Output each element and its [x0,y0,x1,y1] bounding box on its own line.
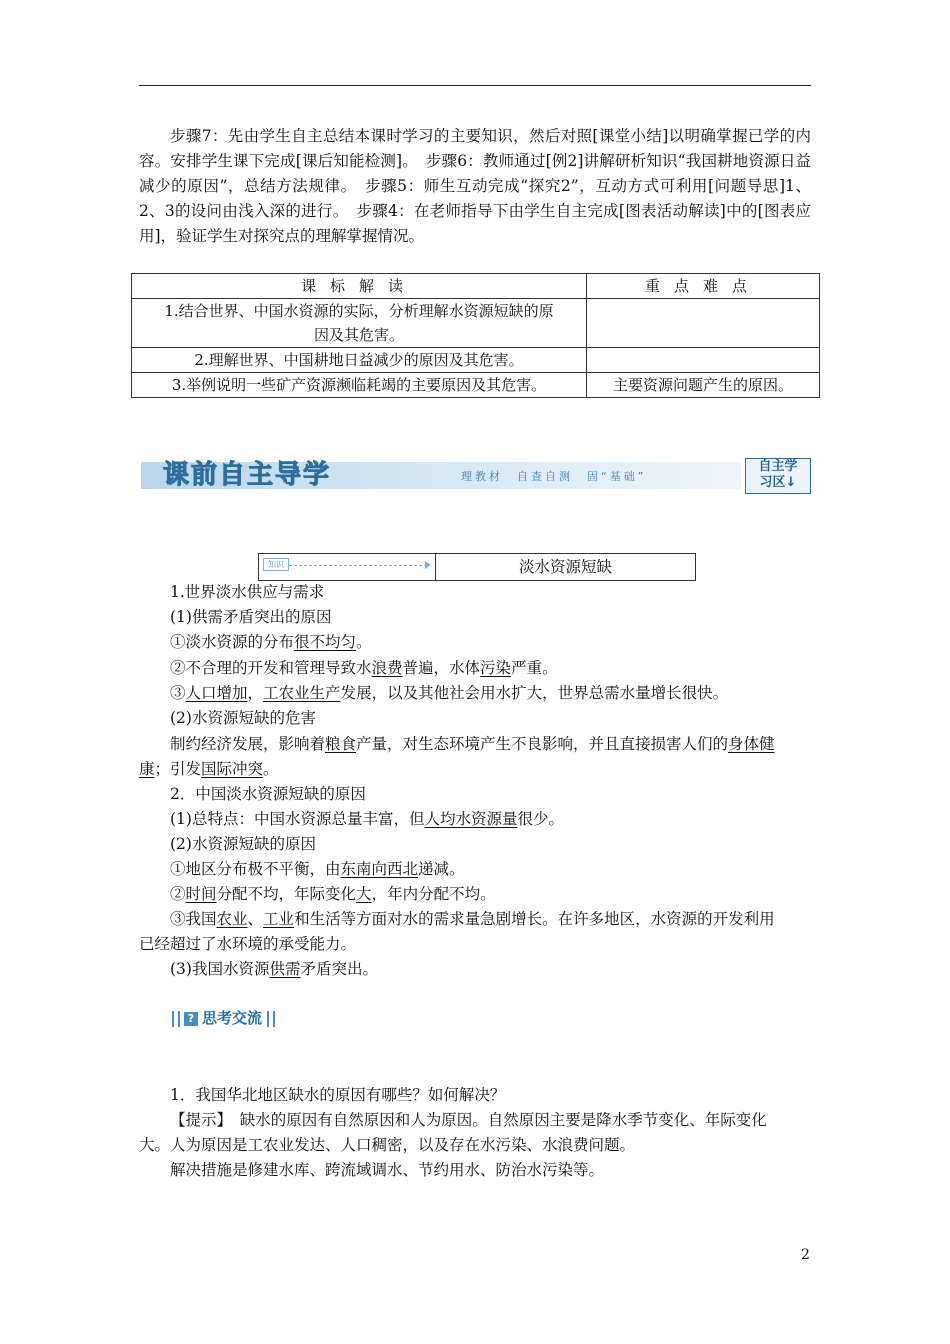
section-banner [141,456,811,496]
bar-icon [267,1011,275,1027]
heading-1: 1.世界淡水供应与需求 [170,583,325,601]
self-study-badge: 自主学 习区↓ [745,458,811,494]
danger-line-1: 制约经济发展，影响着粮食产量，对生态环境产生不良影响，并且直接损害人们的身体健 [170,735,775,753]
question-1: 1．我国华北地区缺水的原因有哪些？如何解决？ [170,1086,506,1104]
table-row [132,373,820,398]
bar-icon [172,1011,180,1027]
row3-keypoint: 主要资源问题产生的原因。 [587,373,820,398]
hint-line-1: 【提示】 缺水的原因有自然原因和人为原因。自然原因主要是降水季节变化、年际变化 [170,1111,767,1129]
banner-subtitle: 理教材 自查自测 固“基础” [461,470,647,483]
heading-1-2: (2)水资源短缺的危害 [170,709,316,727]
header-curriculum: 课标解读 [132,274,587,299]
solution-line: 解决措施是修建水库、跨流域调水、节约用水、防治水污染等。 [170,1161,605,1179]
header-rule [139,85,811,86]
cause-1: ①地区分布极不平衡，由东南向西北递减。 [170,860,465,878]
cause-3-cont: 已经超过了水环境的承受能力。 [139,935,357,953]
banner-title: 课前自主导学 [163,460,332,490]
table-row [132,348,820,373]
cause-3: ③我国农业、工业和生活等方面对水的需求量急剧增长。在许多地区，水资源的开发利用 [170,910,775,928]
intro-paragraph: 步骤7：先由学生自主总结本课时学习的主要知识，然后对照[课堂小结]以明确掌握已学的内容。安排学生课下完成[课后知能检测]。 步骤6：教师通过[例2]讲解研析知识“我国耕地资源日益减少的原因”，总结方法规律。 步骤5：师生互动完成“探究2”，互动方式可利用[问题导思]1、2、3的设问由浅入深的进行。 步骤4：在老师指导下由学生自主完成[图表活动解读]中的[图表应用]，验证学生对探究点的理解掌握情况。 [139,127,811,245]
danger-line-2: 康；引发国际冲突。 [139,760,279,778]
header-keypoints: 重点难点 [587,274,820,299]
knowledge-title: 淡水资源短缺 [518,558,612,576]
curriculum-table [131,273,820,398]
question-icon: ? [184,1012,198,1026]
think-exchange-label: ? 思考交流 [172,1007,275,1029]
knowledge-tag [259,554,436,580]
item-1: ①淡水资源的分布很不均匀。 [170,633,372,651]
arrow-head-icon [425,561,431,569]
table-header-row [132,274,820,299]
knowledge-chip: 知识 [263,558,289,571]
table-row [132,299,820,348]
heading-1-1: (1)供需矛盾突出的原因 [170,608,332,626]
row3-text: 3.举例说明一些矿产资源濒临耗竭的主要原因及其危害。 [132,373,587,398]
arrow-line-icon [289,565,427,566]
row1-line-a: 1.结合世界、中国水资源的实际，分析理解水资源短缺的原 [164,302,554,320]
heading-2-3: (3)我国水资源供需矛盾突出。 [170,960,378,978]
heading-2: 2．中国淡水资源短缺的原因 [170,785,366,803]
row2-text: 2.理解世界、中国耕地日益减少的原因及其危害。 [132,348,587,373]
knowledge-point-box [258,553,696,581]
item-2: ②不合理的开发和管理导致水浪费普遍，水体污染严重。 [170,659,558,677]
hint-line-2: 大。人为原因是工农业发达、人口稠密，以及存在水污染、水浪费问题。 [139,1136,636,1154]
heading-2-1: (1)总特点：中国水资源总量丰富，但人均水资源量很少。 [170,810,564,828]
page-number: 2 [801,1247,810,1263]
cause-2: ②时间分配不均，年际变化大，年内分配不均。 [170,885,496,903]
item-3: ③人口增加，工农业生产发展，以及其他社会用水扩大，世界总需水量增长很快。 [170,684,729,702]
heading-2-2: (2)水资源短缺的原因 [170,835,316,853]
row1-line-b: 因及其危害。 [313,326,404,344]
